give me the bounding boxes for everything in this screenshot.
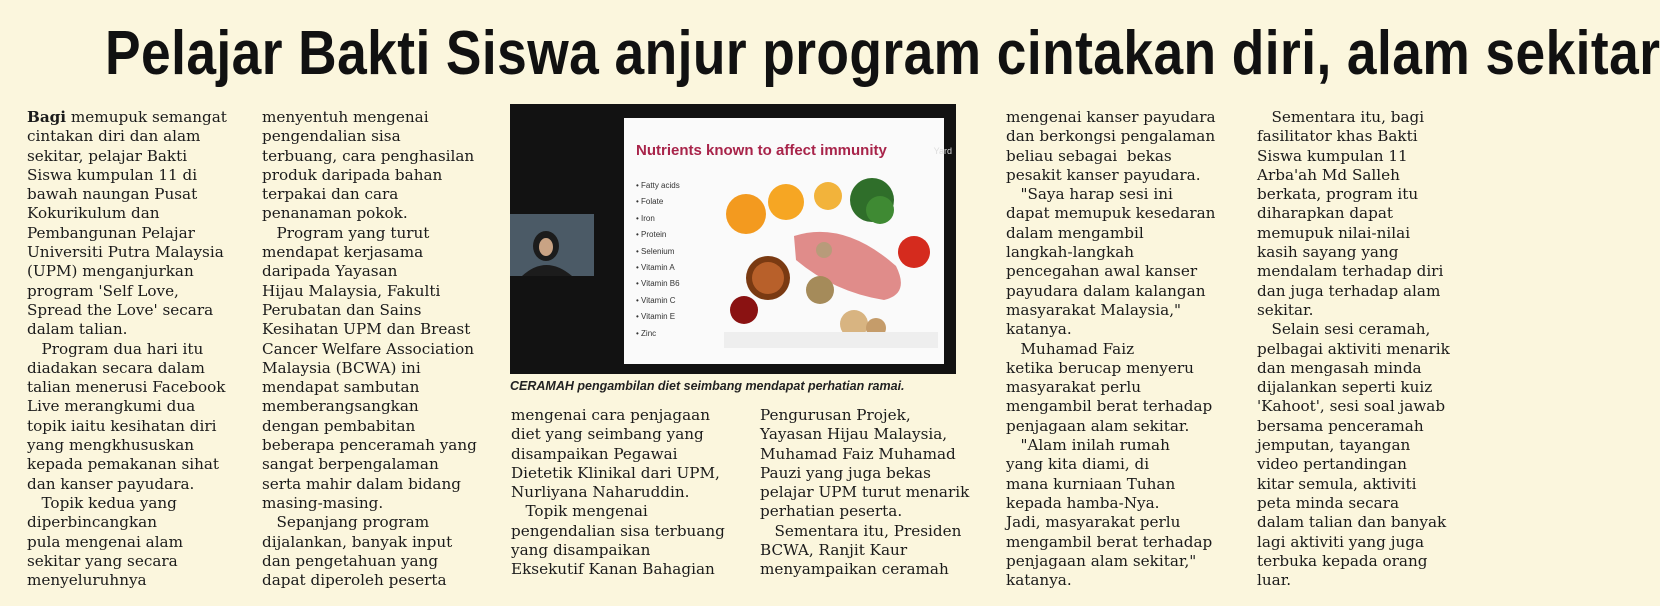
article-line: dan kanser payudara.	[27, 474, 195, 493]
article-line: dapat memupuk kesedaran	[1006, 204, 1216, 223]
article-line: yang disampaikan	[511, 541, 651, 560]
article-line: 'Kahoot', sesi soal jawab	[1257, 397, 1446, 416]
article-line: pelajar UPM turut menarik	[760, 483, 970, 502]
article-line: dapat diperoleh peserta	[262, 571, 447, 590]
photo-caption: CERAMAH pengambilan diet seimbang mendapat perhatian ramai.	[510, 379, 905, 393]
article-line: dan berkongsi pengalaman	[1006, 127, 1216, 146]
article-line: mengenai cara penjagaan	[511, 406, 710, 424]
article-line: Cancer Welfare Association	[262, 339, 475, 358]
article-column-1	[27, 108, 237, 590]
article-line: Siswa kumpulan 11 di	[27, 165, 198, 184]
article-line: langkah-langkah	[1006, 243, 1135, 262]
slide-title: Nutrients known to affect immunity	[636, 142, 887, 159]
article-line: penjagaan alam sekitar,"	[1006, 551, 1197, 570]
article-line: pesakit kanser payudara.	[1006, 165, 1201, 184]
article-line: dan pengetahuan yang	[262, 551, 439, 570]
article-line: memupuk nilai-nilai	[1257, 223, 1411, 242]
article-line: Sementara itu, Presiden	[760, 521, 962, 540]
article-line: Malaysia (BCWA) ini	[262, 358, 421, 377]
article-line: yang kita diami, di	[1006, 455, 1150, 474]
article-line: Program yang turut	[262, 223, 430, 242]
nutrient-item: • Fatty acids	[636, 178, 680, 194]
article-line: penjagaan alam sekitar.	[1006, 416, 1190, 435]
article-line: topik iaitu kesihatan diri	[27, 416, 217, 435]
article-line: produk daripada bahan	[262, 165, 443, 184]
nutrient-item: • Vitamin A	[636, 260, 680, 276]
nutrient-item: • Zinc	[636, 326, 680, 342]
article-line: program 'Self Love,	[27, 281, 179, 300]
article-line: cintakan diri dan alam	[27, 127, 201, 146]
article-line: mengambil berat terhadap	[1006, 532, 1213, 551]
article-line: pencegahan awal kanser	[1006, 262, 1198, 281]
healthy-food-illustration	[724, 160, 938, 348]
article-line: kepada hamba-Nya.	[1006, 493, 1160, 512]
headline: Pelajar Bakti Siswa anjur program cintakan diri, alam sekitar	[105, 19, 1660, 88]
article-line: Jadi, masyarakat perlu	[1006, 513, 1181, 532]
article-line: Universiti Putra Malaysia	[27, 243, 224, 262]
article-line: mendapat kerjasama	[262, 243, 424, 262]
article-line: Topik kedua yang	[27, 493, 177, 512]
article-line: terbuka kepada orang	[1257, 551, 1428, 570]
article-line: Program dua hari itu	[27, 339, 204, 358]
corner-label: Yard	[933, 146, 952, 156]
article-line: Arba'ah Md Salleh	[1257, 165, 1400, 184]
nutrient-item: • Protein	[636, 227, 680, 243]
article-line: dalam mengambil	[1006, 223, 1144, 242]
article-line: BCWA, Ranjit Kaur	[760, 541, 908, 560]
article-line: talian menerusi Facebook	[27, 378, 226, 397]
article-line: dijalankan seperti kuiz	[1257, 378, 1433, 397]
article-line: dalam talian.	[27, 320, 128, 339]
article-line: diadakan secara dalam	[27, 358, 205, 377]
article-line: dan mengasah minda	[1257, 358, 1422, 377]
article-line: lagi aktiviti yang juga	[1257, 532, 1424, 551]
article-line: Bagi memupuk semangat	[27, 108, 227, 126]
article-line: Sementara itu, bagi	[1257, 108, 1425, 126]
article-line: video pertandingan	[1257, 455, 1407, 474]
article-line: Live merangkumi dua	[27, 397, 196, 416]
article-column-2	[262, 108, 497, 590]
article-line: Selain sesi ceramah,	[1257, 320, 1431, 339]
article-line: "Saya harap sesi ini	[1006, 185, 1173, 204]
article-line: dengan pembabitan	[262, 416, 416, 435]
article-column-6	[1257, 108, 1477, 590]
article-line: mendalam terhadap diri	[1257, 262, 1444, 281]
article-line: perhatian peserta.	[760, 502, 903, 521]
article-line: peta minda secara	[1257, 493, 1399, 512]
article-line: kasih sayang yang	[1257, 243, 1399, 262]
article-line: Pauzi yang juga bekas	[760, 463, 931, 482]
article-line: beliau sebagai bekas	[1006, 146, 1172, 165]
article-line: fasilitator khas Bakti	[1257, 127, 1418, 146]
article-photo	[510, 104, 956, 374]
article-line: mengambil berat terhadap	[1006, 397, 1213, 416]
article-line: daripada Yayasan	[262, 262, 398, 281]
article-line: sangat berpengalaman	[262, 455, 439, 474]
article-line: Muhamad Faiz Muhamad	[760, 444, 956, 463]
article-line: Yayasan Hijau Malaysia,	[760, 425, 948, 444]
article-line: kepada pemakanan sihat	[27, 455, 220, 474]
article-line: sekitar yang secara	[27, 551, 178, 570]
article-line: mendapat sambutan	[262, 378, 420, 397]
article-line: Perubatan dan Sains	[262, 300, 422, 319]
article-line: Pembangunan Pelajar	[27, 223, 195, 242]
presentation-slide	[624, 118, 944, 364]
article-line: (UPM) menganjurkan	[27, 262, 194, 281]
article-line: Nurliyana Naharuddin.	[511, 483, 690, 502]
nutrient-item: • Folate	[636, 194, 680, 210]
article-line: memberangsangkan	[262, 397, 419, 416]
article-column-3	[511, 406, 741, 580]
article-line: mengenai kanser payudara	[1006, 108, 1216, 126]
article-line: Muhamad Faiz	[1006, 339, 1135, 358]
nutrient-item: • Vitamin B6	[636, 276, 680, 292]
article-line: bersama penceramah	[1257, 416, 1424, 435]
article-line: masyarakat Malaysia,"	[1006, 300, 1182, 319]
presenter-avatar-icon	[510, 214, 594, 276]
nutrient-list	[636, 178, 680, 342]
article-line: masyarakat perlu	[1006, 378, 1141, 397]
article-column-5	[1006, 108, 1236, 590]
article-column-4	[760, 406, 990, 580]
article-line: Kesihatan UPM dan Breast	[262, 320, 471, 339]
article-line: Spread the Love' secara	[27, 300, 214, 319]
nutrient-item: • Vitamin C	[636, 293, 680, 309]
article-line: bawah naungan Pusat	[27, 185, 198, 204]
article-line: berkata, program itu	[1257, 185, 1419, 204]
article-line: jemputan, tayangan	[1257, 436, 1411, 455]
article-line: serta mahir dalam bidang	[262, 474, 461, 493]
article-line: pelbagai aktiviti menarik	[1257, 339, 1450, 358]
article-line: dalam talian dan banyak	[1257, 513, 1447, 532]
article-line: dijalankan, banyak input	[262, 532, 453, 551]
article-line: Eksekutif Kanan Bahagian	[511, 560, 715, 579]
article-line: menyentuh mengenai	[262, 108, 429, 126]
nutrient-item: • Vitamin E	[636, 309, 680, 325]
article-line: Hijau Malaysia, Fakulti	[262, 281, 441, 300]
article-line: penanaman pokok.	[262, 204, 408, 223]
article-line: sekitar.	[1257, 300, 1314, 319]
article-line: ketika berucap menyeru	[1006, 358, 1194, 377]
article-line: terpakai dan cara	[262, 185, 399, 204]
presenter-webcam	[510, 214, 594, 276]
article-line: katanya.	[1006, 320, 1072, 339]
article-line: pengendalian sisa terbuang	[511, 521, 725, 540]
article-line: Topik mengenai	[511, 502, 648, 521]
article-line: pula mengenai alam	[27, 532, 184, 551]
article-line: terbuang, cara penghasilan	[262, 146, 475, 165]
article-line: disampaikan Pegawai	[511, 444, 678, 463]
article-line: Siswa kumpulan 11	[1257, 146, 1408, 165]
nutrient-item: • Iron	[636, 211, 680, 227]
article-line: Sepanjang program	[262, 513, 430, 532]
nutrient-item: • Selenium	[636, 244, 680, 260]
article-line: Dietetik Klinikal dari UPM,	[511, 463, 720, 482]
article-line: menyampaikan ceramah	[760, 560, 949, 579]
article-line: yang mengkhususkan	[27, 436, 195, 455]
article-line: kitar semula, aktiviti	[1257, 474, 1417, 493]
article-line: sekitar, pelajar Bakti	[27, 146, 188, 165]
article-line: diharapkan dapat	[1257, 204, 1393, 223]
article-line: "Alam inilah rumah	[1006, 436, 1170, 455]
article-line: masing-masing.	[262, 493, 384, 512]
article-line: dan juga terhadap alam	[1257, 281, 1441, 300]
article-line: mana kurniaan Tuhan	[1006, 474, 1176, 493]
article-line: pengendalian sisa	[262, 127, 401, 146]
article-line: Pengurusan Projek,	[760, 406, 911, 424]
article-line: diperbincangkan	[27, 513, 158, 532]
article-line: beberapa penceramah yang	[262, 436, 477, 455]
article-line: diet yang seimbang yang	[511, 425, 704, 444]
article-line: katanya.	[1006, 571, 1072, 590]
article-line: payudara dalam kalangan	[1006, 281, 1206, 300]
article-line: Kokurikulum dan	[27, 204, 160, 223]
article-line: luar.	[1257, 571, 1292, 590]
article-line: menyeluruhnya	[27, 571, 147, 590]
